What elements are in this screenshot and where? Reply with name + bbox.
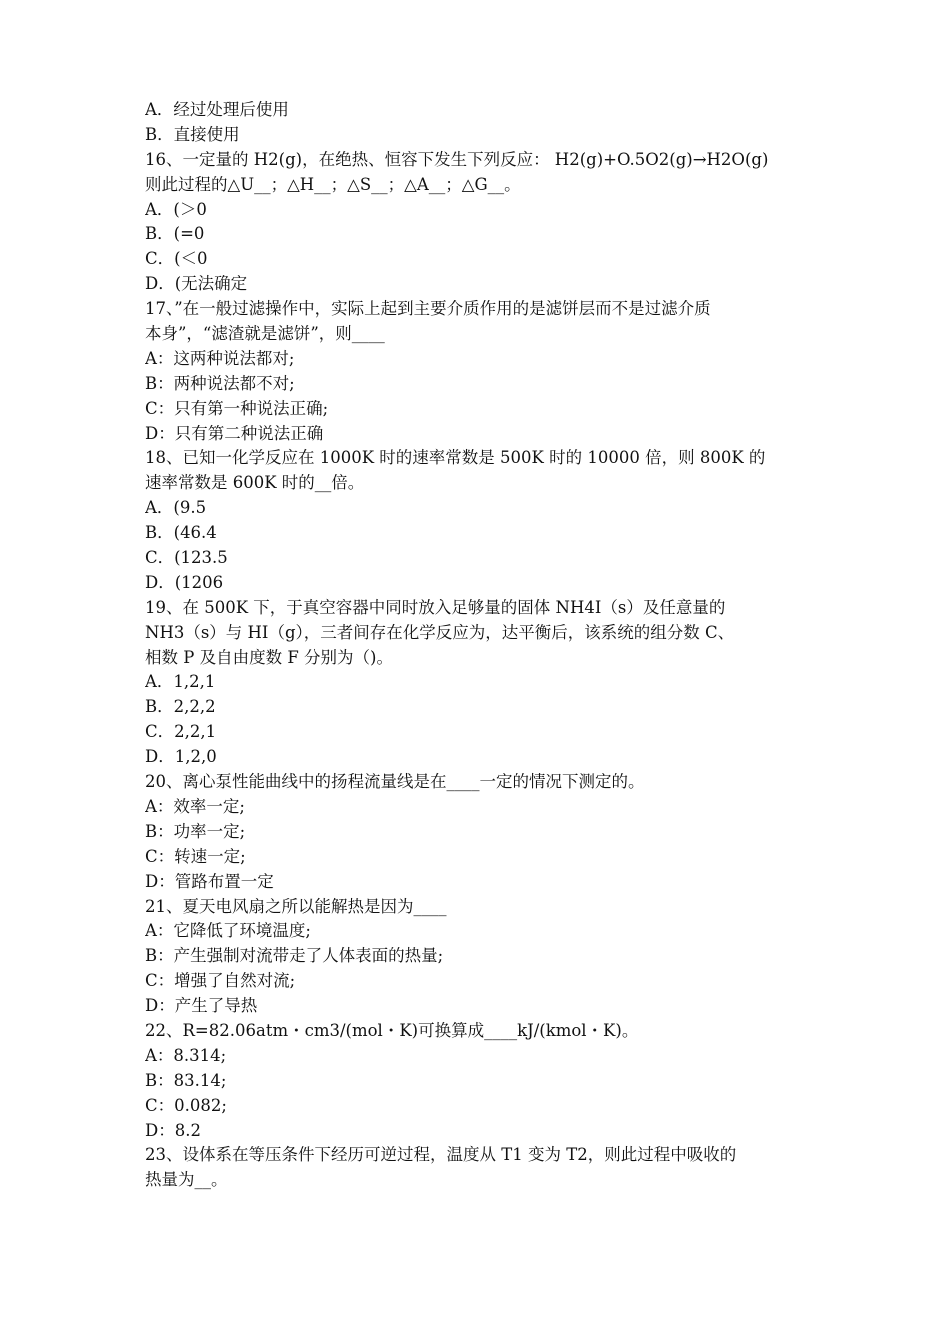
option-line: D：只有第二种说法正确 (145, 423, 324, 443)
option-line: B．2,2,2 (145, 697, 216, 717)
option-line: B：产生强制对流带走了人体表面的热量; (145, 946, 444, 966)
option-line: C：增强了自然对流; (145, 971, 296, 991)
option-line: B．(=0 (145, 224, 205, 244)
option-line: A．(＞0 (145, 199, 207, 219)
option-line: A．经过处理后使用 (145, 100, 289, 119)
question-line: 22、R=82.06atm・cm3/(mol・K)可换算成____kJ/(kmol・K)。 (145, 1020, 639, 1040)
option-line: A：它降低了环境温度; (145, 921, 311, 941)
option-line: D．1,2,0 (145, 747, 217, 767)
option-line: B：两种说法都不对; (145, 373, 295, 393)
question-line: 则此过程的△U__；△H__；△S__；△A__；△G__。 (145, 174, 521, 194)
option-line: A．(9.5 (145, 498, 207, 518)
option-line: D．(1206 (145, 572, 224, 592)
question-line: NH3（s）与 HI（g），三者间存在化学反应为，达平衡后，该系统的组分数 C、 (145, 622, 735, 642)
question-line: 20、离心泵性能曲线中的扬程流量线是在____一定的情况下测定的。 (145, 772, 645, 792)
option-line: A．1,2,1 (145, 672, 216, 692)
option-line: D：产生了导热 (145, 996, 258, 1016)
option-line: D．(无法确定 (145, 274, 248, 294)
option-line: C．(＜0 (145, 249, 208, 269)
option-line: A：这两种说法都对; (145, 348, 295, 368)
question-line: 热量为__。 (145, 1170, 228, 1190)
option-line: C：0.082; (145, 1095, 227, 1115)
option-line: B．(46.4 (145, 523, 217, 543)
question-line: 23、设体系在等压条件下经历可逆过程，温度从 T1 变为 T2，则此过程中吸收的 (145, 1145, 737, 1165)
question-line: 本身”，“滤渣就是滤饼”，则____ (145, 324, 385, 344)
option-line: B：83.14; (145, 1070, 227, 1090)
question-line: 19、在 500K 下，于真空容器中同时放入足够量的固体 NH4I（s）及任意量的 (145, 597, 726, 617)
question-line: 21、夏天电风扇之所以能解热是因为____ (145, 896, 447, 916)
question-line: 速率常数是 600K 时的__倍。 (145, 473, 365, 493)
document-page (145, 98, 813, 1193)
option-line: C．2,2,1 (145, 722, 217, 742)
question-line: 18、已知一化学反应在 1000K 时的速率常数是 500K 时的 10000 倍，则 800K 的 (145, 448, 766, 468)
option-line: D：8.2 (145, 1120, 201, 1140)
question-line: 相数 P 及自由度数 F 分别为（)。 (145, 647, 393, 667)
option-line: C：只有第一种说法正确; (145, 398, 329, 418)
question-line: 16、一定量的 H2(g)，在绝热、恒容下发生下列反应： H2(g)+O.5O2(g)→H2O(g) (145, 149, 769, 169)
option-line: C．(123.5 (145, 548, 228, 568)
option-line: C：转速一定; (145, 846, 246, 866)
question-line: 17、”在一般过滤操作中，实际上起到主要介质作用的是滤饼层而不是过滤介质 (145, 299, 711, 319)
option-line: B．直接使用 (145, 124, 240, 144)
option-line: A：8.314; (145, 1045, 227, 1065)
option-line: D：管路布置一定 (145, 871, 274, 891)
option-line: A：效率一定; (145, 796, 245, 816)
option-line: B：功率一定; (145, 821, 246, 841)
